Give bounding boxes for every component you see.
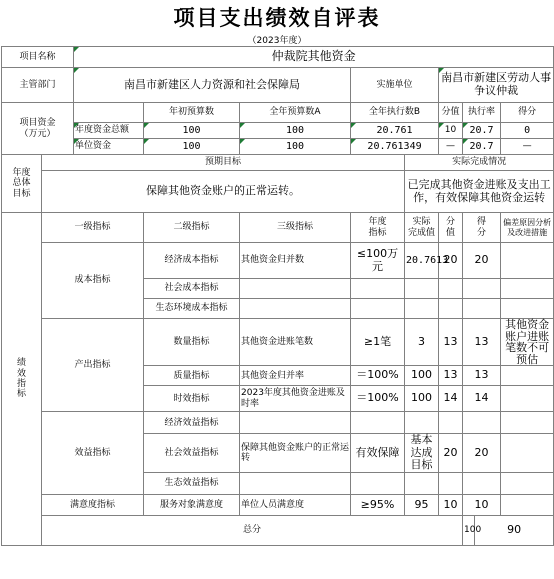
- col-annual: 全年预算数A: [240, 103, 351, 123]
- hdr-reason: 偏差原因分析 及改进措施: [501, 213, 554, 243]
- row-unit-score: —: [439, 139, 463, 155]
- timeliness-annual: ＝100%: [351, 386, 405, 412]
- hdr-lvl1: 一级指标: [42, 213, 144, 243]
- dept-value: 南昌市新建区人力资源和社会保障局: [74, 68, 351, 103]
- social-benefit-actual: 基本达成目标: [405, 434, 439, 473]
- service-annual: ≥95%: [351, 495, 405, 516]
- row-unit-rate: 20.7: [463, 139, 501, 155]
- dept-label: 主管部门: [2, 68, 74, 103]
- row-total-get: 0: [501, 123, 554, 139]
- col-rate: 执行率: [463, 103, 501, 123]
- row-total-label: 年度资金总额: [74, 123, 144, 139]
- quality-actual: 100: [405, 366, 439, 386]
- social-cost-lvl3: [240, 279, 351, 299]
- eco-cost-annual: [351, 299, 405, 319]
- expected-goal: 保障其他资金账户的正常运转。: [42, 171, 405, 213]
- quality-score: 13: [439, 366, 463, 386]
- eco-benefit-actual: [405, 473, 439, 495]
- eco-cost-get: [463, 299, 501, 319]
- service-actual: 95: [405, 495, 439, 516]
- econ-benefit-lvl2: 经济效益指标: [144, 412, 240, 434]
- social-cost-lvl2: 社会成本指标: [144, 279, 240, 299]
- econ-cost-lvl3: 其他资金归并数: [240, 243, 351, 279]
- service-get: 10: [463, 495, 501, 516]
- social-cost-score: [439, 279, 463, 299]
- expected-goal-label: 预期目标: [42, 155, 405, 171]
- service-reason: [501, 495, 554, 516]
- funds-blank: [74, 103, 144, 123]
- hdr-actual: 实际 完成值: [405, 213, 439, 243]
- quality-annual: ＝100%: [351, 366, 405, 386]
- eco-benefit-score: [439, 473, 463, 495]
- quantity-lvl2: 数量指标: [144, 319, 240, 366]
- quantity-reason: 其他资金账户进账笔数不可预估: [501, 319, 554, 366]
- service-score: 10: [439, 495, 463, 516]
- col-score: 分值: [439, 103, 463, 123]
- group-satisfaction: 满意度指标: [42, 495, 144, 516]
- group-benefit: 效益指标: [42, 412, 144, 495]
- row-total-rate: 20.7: [463, 123, 501, 139]
- eco-benefit-lvl3: [240, 473, 351, 495]
- eco-cost-lvl2: 生态环境成本指标: [144, 299, 240, 319]
- social-benefit-lvl3: 保障其他资金账户的正常运转: [240, 434, 351, 473]
- econ-benefit-annual: [351, 412, 405, 434]
- social-benefit-score: 20: [439, 434, 463, 473]
- quantity-actual: 3: [405, 319, 439, 366]
- social-benefit-reason: [501, 434, 554, 473]
- eco-benefit-reason: [501, 473, 554, 495]
- eco-benefit-get: [463, 473, 501, 495]
- row-unit-get: —: [501, 139, 554, 155]
- fiscal-year: （2023年度）: [247, 36, 307, 46]
- eco-cost-actual: [405, 299, 439, 319]
- col-initial: 年初预算数: [144, 103, 240, 123]
- goal-label: 年度 总体 目标: [2, 155, 42, 213]
- row-total-initial: 100: [144, 123, 240, 139]
- hdr-annual: 年度 指标: [351, 213, 405, 243]
- service-lvl2: 服务对象满意度: [144, 495, 240, 516]
- econ-cost-reason: [501, 243, 554, 279]
- econ-benefit-get: [463, 412, 501, 434]
- row-total-exec: 20.761: [351, 123, 439, 139]
- timeliness-reason: [501, 386, 554, 412]
- total-get: 90: [475, 516, 554, 546]
- social-cost-get: [463, 279, 501, 299]
- hdr-lvl3: 三级指标: [240, 213, 351, 243]
- perf-label: 绩 效 指 标: [2, 213, 42, 546]
- col-get: 得分: [501, 103, 554, 123]
- col-exec: 全年执行数B: [351, 103, 439, 123]
- social-cost-annual: [351, 279, 405, 299]
- econ-cost-score: 20: [439, 243, 463, 279]
- quantity-score: 13: [439, 319, 463, 366]
- econ-cost-get: 20: [463, 243, 501, 279]
- row-unit-label: 单位资金: [74, 139, 144, 155]
- social-benefit-lvl2: 社会效益指标: [144, 434, 240, 473]
- quantity-annual: ≥1笔: [351, 319, 405, 366]
- hdr-score: 分 值: [439, 213, 463, 243]
- row-unit-initial: 100: [144, 139, 240, 155]
- unit-label: 实施单位: [351, 68, 439, 103]
- group-cost: 成本指标: [42, 243, 144, 319]
- row-total-score: 10: [439, 123, 463, 139]
- project-name-label: 项目名称: [2, 47, 74, 68]
- social-benefit-get: 20: [463, 434, 501, 473]
- timeliness-score: 14: [439, 386, 463, 412]
- econ-cost-lvl2: 经济成本指标: [144, 243, 240, 279]
- econ-benefit-score: [439, 412, 463, 434]
- page-title: 项目支出绩效自评表: [173, 5, 381, 30]
- actual-goal-label: 实际完成情况: [405, 155, 554, 171]
- total-label: 总分: [42, 516, 463, 546]
- row-unit-exec: 20.761349: [351, 139, 439, 155]
- unit-value: 南昌市新建区劳动人事争议仲裁: [439, 68, 554, 103]
- eco-benefit-lvl2: 生态效益指标: [144, 473, 240, 495]
- quantity-get: 13: [463, 319, 501, 366]
- econ-benefit-reason: [501, 412, 554, 434]
- timeliness-get: 14: [463, 386, 501, 412]
- timeliness-lvl2: 时效指标: [144, 386, 240, 412]
- social-cost-actual: [405, 279, 439, 299]
- social-cost-reason: [501, 279, 554, 299]
- funds-label: 项目资金 （万元）: [2, 103, 74, 155]
- timeliness-lvl3: 2023年度其他资金进账及时率: [240, 386, 351, 412]
- econ-cost-annual: ≤100万元: [351, 243, 405, 279]
- eco-cost-reason: [501, 299, 554, 319]
- timeliness-actual: 100: [405, 386, 439, 412]
- self-evaluation-table: [1, 46, 554, 546]
- group-output: 产出指标: [42, 319, 144, 412]
- econ-benefit-actual: [405, 412, 439, 434]
- service-lvl3: 单位人员满意度: [240, 495, 351, 516]
- econ-cost-actual: 20.7613: [405, 243, 439, 279]
- eco-cost-score: [439, 299, 463, 319]
- quantity-lvl3: 其他资金进账笔数: [240, 319, 351, 366]
- hdr-get: 得 分: [463, 213, 501, 243]
- row-total-annual: 100: [240, 123, 351, 139]
- econ-benefit-lvl3: [240, 412, 351, 434]
- actual-goal: 已完成其他资金进账及支出工作，有效保障其他资金运转: [405, 171, 554, 213]
- row-unit-annual: 100: [240, 139, 351, 155]
- total-score: 100: [463, 516, 475, 546]
- social-benefit-annual: 有效保障: [351, 434, 405, 473]
- quality-get: 13: [463, 366, 501, 386]
- eco-benefit-annual: [351, 473, 405, 495]
- eco-cost-lvl3: [240, 299, 351, 319]
- quality-reason: [501, 366, 554, 386]
- hdr-lvl2: 二级指标: [144, 213, 240, 243]
- quality-lvl2: 质量指标: [144, 366, 240, 386]
- quality-lvl3: 其他资金归并率: [240, 366, 351, 386]
- project-name: 仲裁院其他资金: [74, 47, 554, 68]
